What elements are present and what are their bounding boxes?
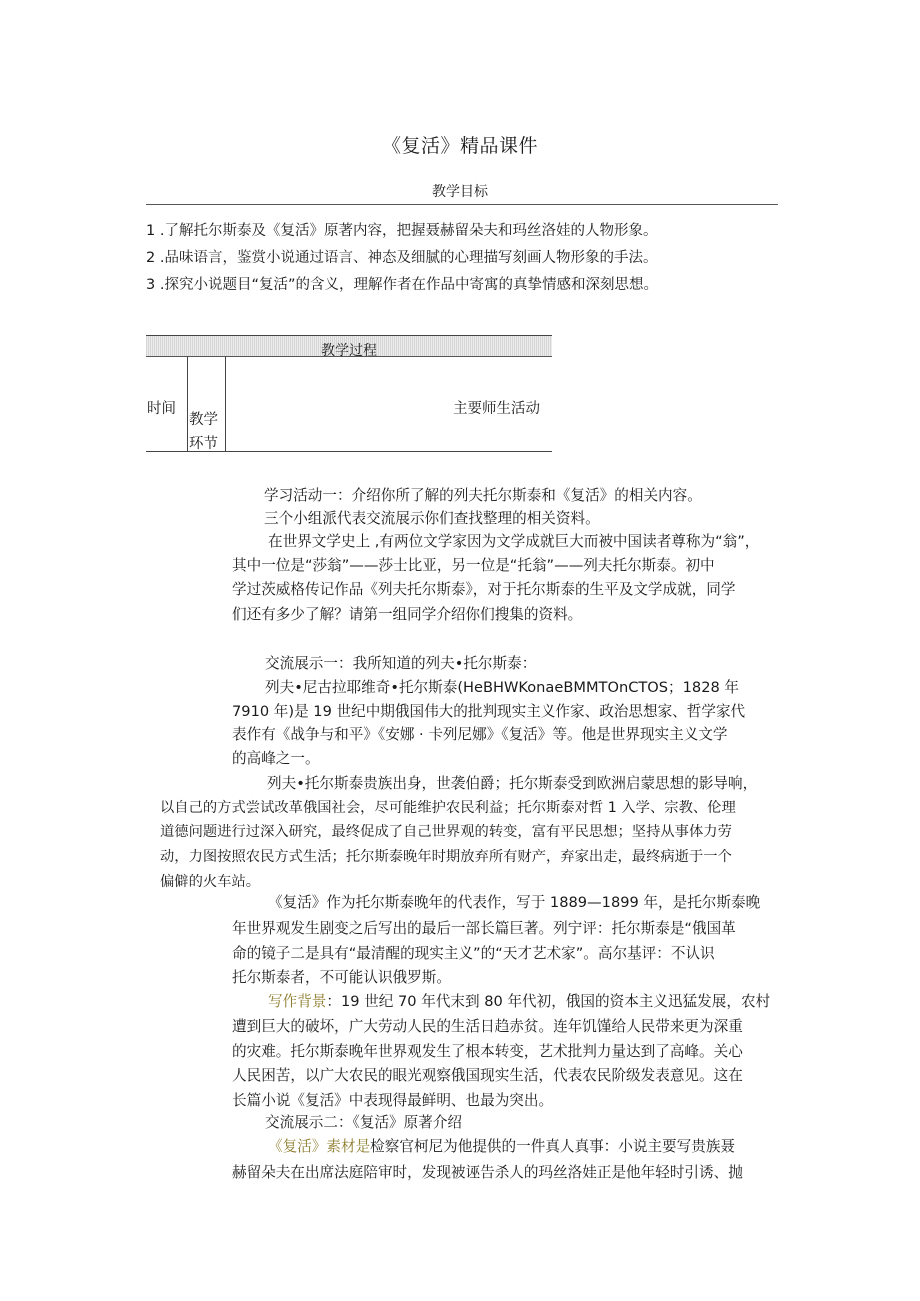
paragraph-line: 遭到巨大的破坏，广大劳动人民的生活日趋赤贫。连年饥馑给人民带来更为深重 [232,1018,743,1035]
goal-item: 2 .品味语言，鉴赏小说通过语言、神态及细腻的心理描写刻画人物形象的手法。 [146,250,658,266]
label-source-material: 《复活》素材是 [268,1138,371,1155]
table-header: 教学过程 [321,343,377,359]
goal-item: 3 .探究小说题目“复活”的含义，理解作者在作品中寄寓的真挚情感和深刻思想。 [146,277,658,293]
paragraph-line [268,990,770,1011]
divider [146,204,778,205]
paragraph-line: 动，力图按照农民方式生活；托尔斯泰晚年时期放弃所有财产，弃家出走，最终病逝于一个 [160,849,732,865]
paragraph-line: 人民困苦，以广大农民的眼光观察俄国现实生活，代表农民阶级发表意见。这在 [232,1067,743,1084]
col-time: 时间 [147,401,176,417]
paragraph-line: 交流展示二：《复活》原著介绍 [265,1114,463,1131]
paragraph-text: ：19 世纪 70 年代末到 80 年代初，俄国的资本主义迅猛发展，农村 [326,993,771,1010]
goal-item: 1 .了解托尔斯泰及《复活》原著内容，把握聂赫留朵夫和玛丝洛娃的人物形象。 [146,223,658,239]
paragraph-line: 赫留朵夫在出席法庭陪审时，发现被诬告杀人的玛丝洛娃正是他年轻时引诱、抛 [232,1164,743,1181]
paragraph-line: 7910 年)是 19 世纪中期俄国伟大的批判现实主义作家、政治思想家、哲学家代 [232,703,746,720]
paragraph-text: 检察官柯尼为他提供的一件真人真事：小说主要写贵族聂 [370,1138,736,1155]
paragraph-line: 道德问题进行过深入研究，最终促成了自己世界观的转变，富有平民思想；坚持从事体力劳 [160,824,732,840]
paragraph-line: 《复活》作为托尔斯泰晚年的代表作，写于 1889—1899 年，是托尔斯泰晚 [268,894,761,911]
paragraph-line: 们还有多少了解？请第一组同学介绍你们搜集的资料。 [232,606,583,623]
col-step: 环节 [189,436,218,452]
paragraph-line: 的高峰之一。 [232,750,320,767]
paragraph-line: 年世界观发生剧变之后写出的最后一部长篇巨著。列宁评：托尔斯泰是“俄国革 [232,920,736,937]
paragraph-line: 三个小组派代表交流展示你们查找整理的相关资料。 [264,510,600,527]
paragraph-line: 列夫•尼古拉耶维奇•托尔斯泰(HeBHWKonaeBMMTOnCTOS；1828 年 [265,679,740,696]
paragraph-line: 列夫•托尔斯泰贵族出身，世袭伯爵；托尔斯泰受到欧洲启蒙思想的影导响， [267,775,758,792]
table-column-divider [187,356,188,451]
col-step: 教学 [189,412,218,428]
table-column-divider [225,356,226,451]
col-main-activity: 主要师生活动 [453,401,540,417]
paragraph-line: 在世界文学史上 ,有两位文学家因为文学成就巨大而被中国读者尊称为“翁”， [268,533,760,550]
paragraph-line: 交流展示一：我所知道的列夫•托尔斯泰： [265,655,537,672]
goals-heading: 教学目标 [432,184,488,200]
page-title: 《复活》精品课件 [381,135,538,157]
paragraph-line: 命的镜子二是具有“最清醒的现实主义”的“天才艺术家”。高尔基评：不认识 [232,945,715,962]
paragraph-line [268,1135,735,1156]
paragraph-line: 以自己的方式尝试改革俄国社会，尽可能维护农民利益；托尔斯泰对哲 1 入学、宗教、伦理 [160,800,736,816]
paragraph-line: 其中一位是“莎翁”——莎士比亚，另一位是“托翁”——列夫托尔斯泰。初中 [232,557,715,574]
paragraph-line: 偏僻的火车站。 [160,874,261,890]
paragraph-line: 长篇小说《复活》中表现得最鲜明、也最为突出。 [232,1092,554,1109]
paragraph-line: 表作有《战争与和平》《安娜 · 卡列尼娜》《复活》等。他是世界现实主义文学 [232,726,728,743]
label-writing-background: 写作背景 [268,993,327,1010]
paragraph-line: 学过茨威格传记作品《列夫托尔斯泰》，对于托尔斯泰的生平及文学成就，同学 [232,581,736,598]
paragraph-line: 学习活动一：介绍你所了解的列夫托尔斯泰和《复活》的相关内容。 [264,487,702,504]
paragraph-line: 托尔斯泰者，不可能认识俄罗斯。 [232,969,451,986]
paragraph-line: 的灾难。托尔斯泰晚年世界观发生了根本转变，艺术批判力量达到了高峰。关心 [232,1043,743,1060]
